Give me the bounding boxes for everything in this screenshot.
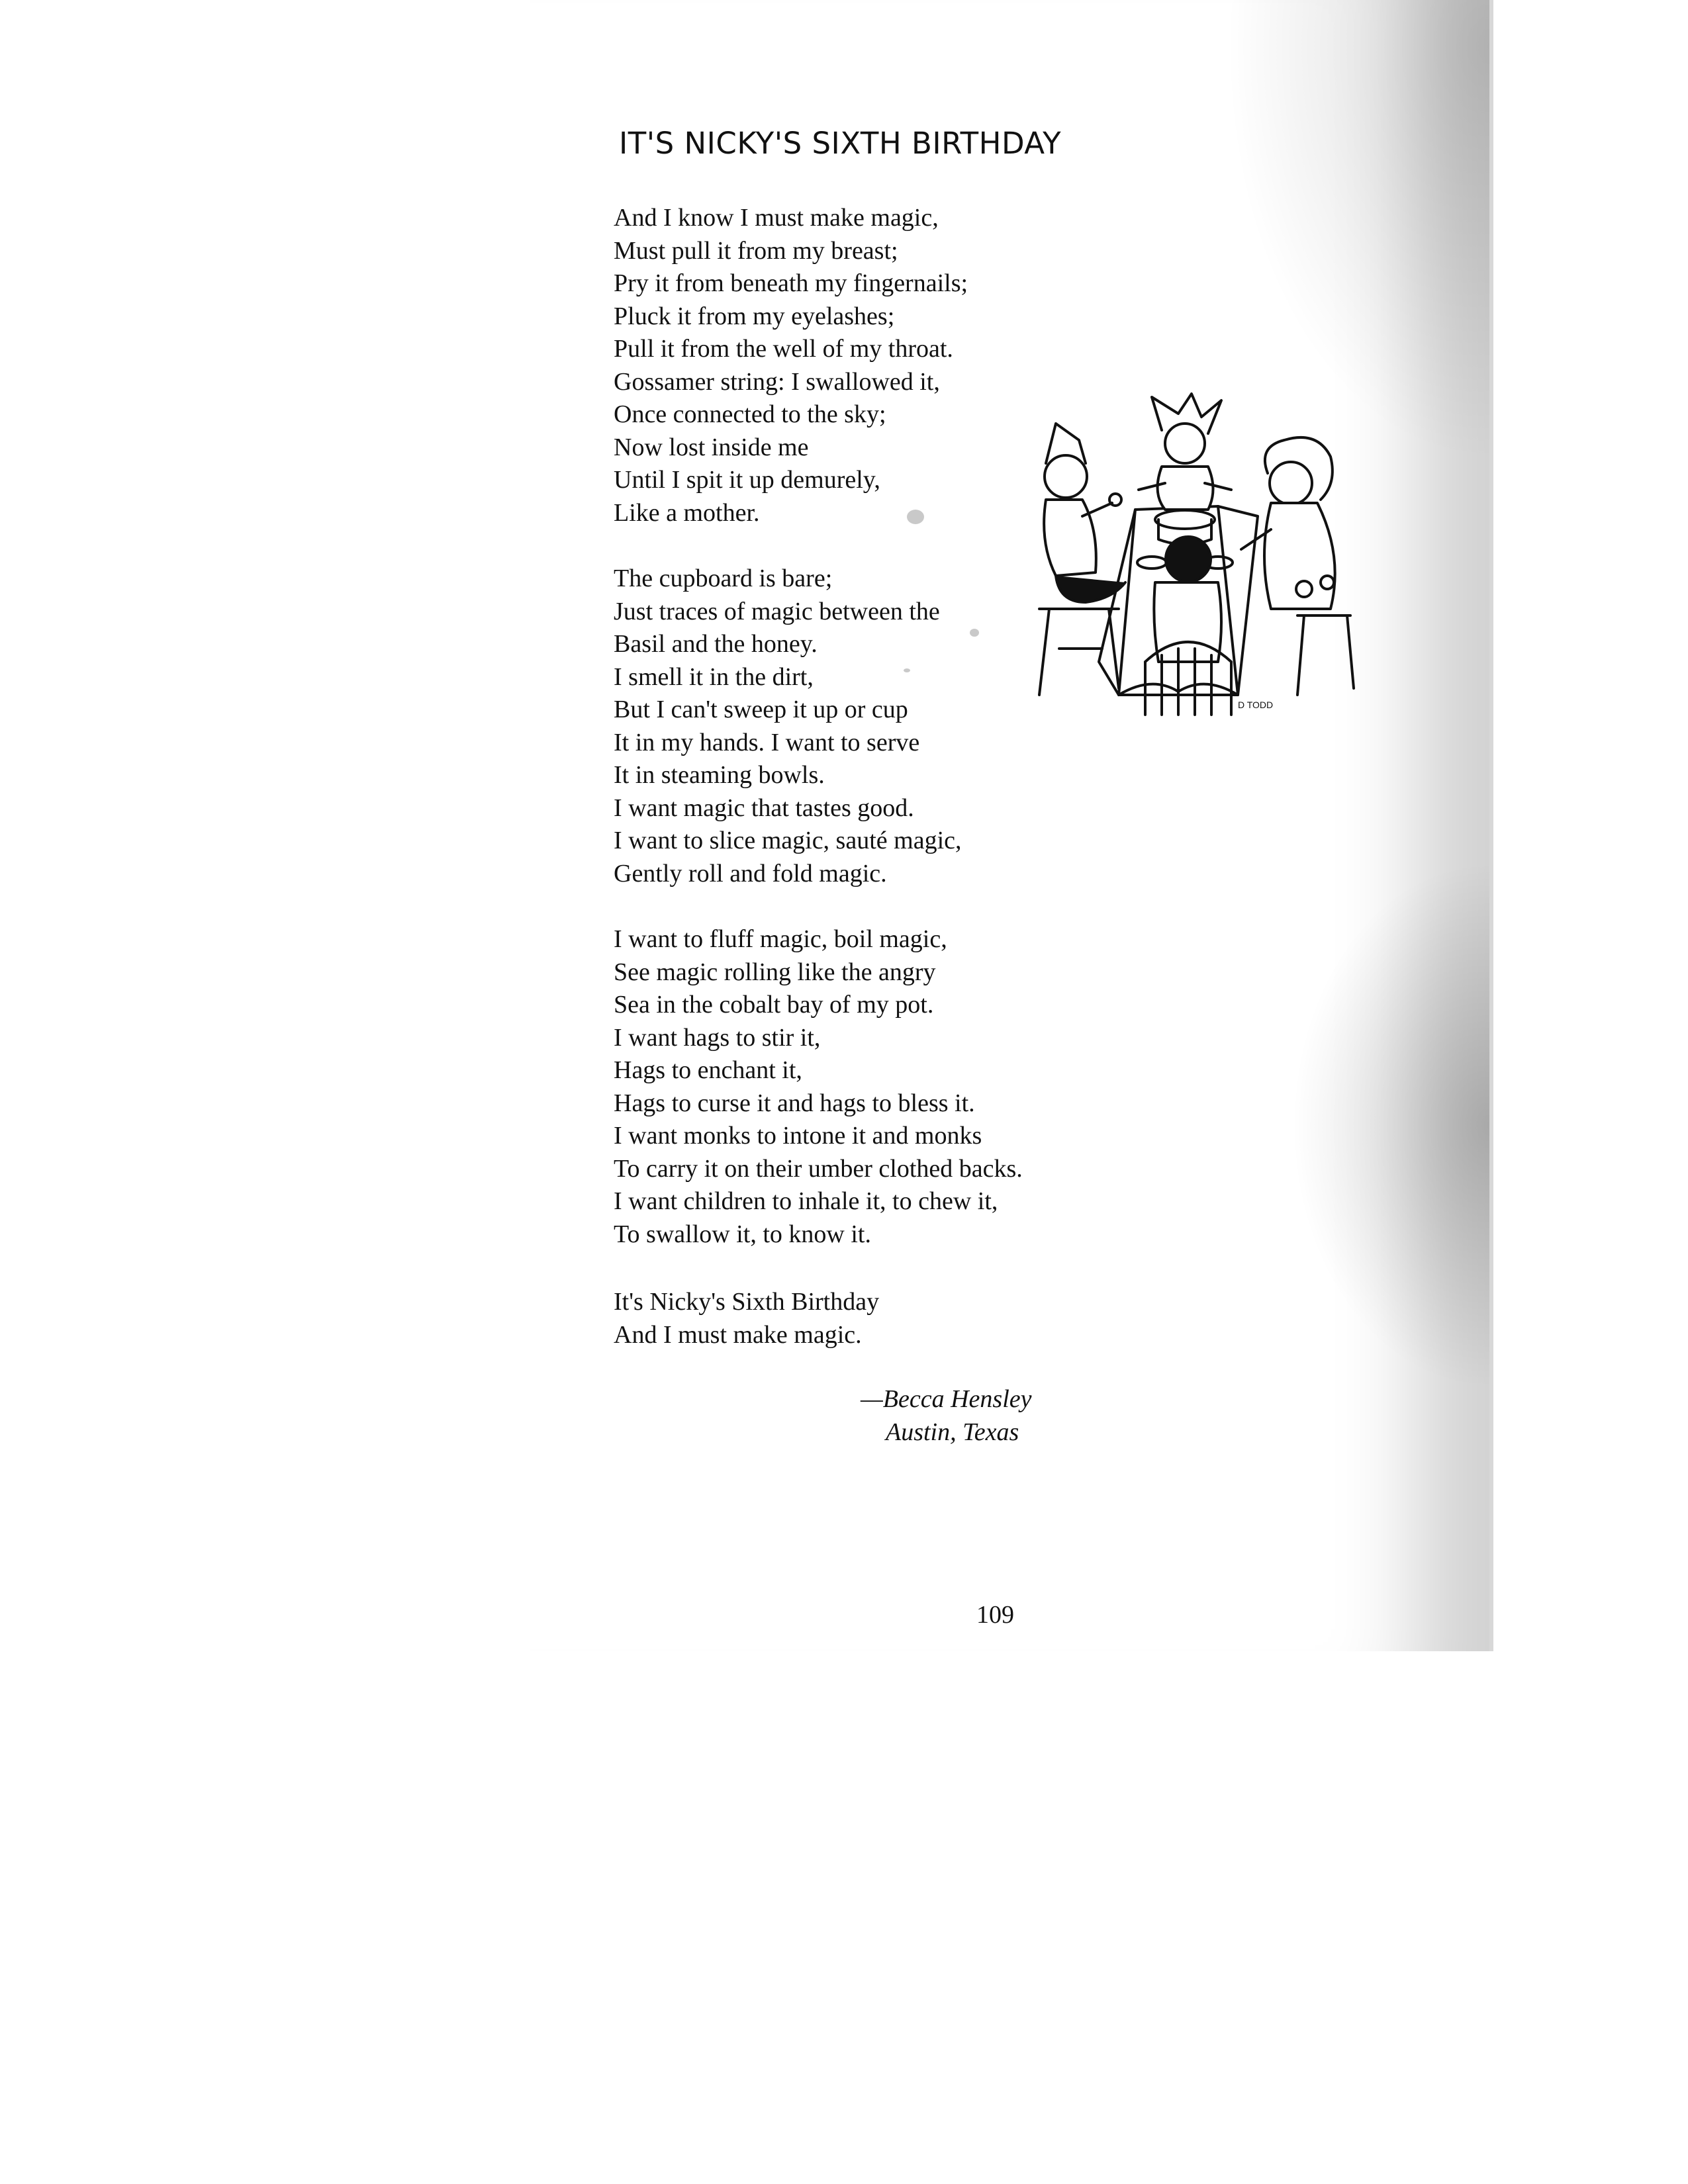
poem-line: Hags to curse it and hags to bless it. bbox=[614, 1089, 975, 1117]
poem-line: Basil and the honey. bbox=[614, 630, 818, 658]
poem-line: Like a mother. bbox=[614, 498, 760, 527]
stanza-2 bbox=[614, 563, 962, 890]
poem-line: I want magic that tastes good. bbox=[614, 794, 914, 822]
page-number: 109 bbox=[976, 1601, 1014, 1629]
poem-line: I smell it in the dirt, bbox=[614, 662, 814, 691]
poem-line: Hags to enchant it, bbox=[614, 1056, 802, 1084]
poem-line: To swallow it, to know it. bbox=[614, 1220, 871, 1248]
illustration-signature: D TODD bbox=[1238, 700, 1274, 710]
author-location: Austin, Texas bbox=[886, 1418, 1019, 1446]
poem-line: The cupboard is bare; bbox=[614, 565, 833, 592]
poem-line: Until I spit it up demurely, bbox=[614, 466, 880, 494]
poem-line: It's Nicky's Sixth Birthday bbox=[614, 1288, 880, 1316]
poem-line: See magic rolling like the angry bbox=[614, 958, 936, 986]
stanza-4 bbox=[614, 1286, 879, 1351]
page-shadow-middle bbox=[1291, 860, 1489, 1390]
poem-line: And I know I must make magic, bbox=[614, 204, 939, 232]
poem-line: It in my hands. I want to serve bbox=[614, 728, 920, 756]
poem-line: Once connected to the sky; bbox=[614, 400, 886, 428]
paper-speck bbox=[904, 668, 910, 672]
poem-line: I want to fluff magic, boil magic, bbox=[614, 925, 947, 953]
poem-line: Now lost inside me bbox=[614, 433, 809, 461]
poem-line: Pry it from beneath my fingernails; bbox=[614, 269, 968, 297]
poem-line: Sea in the cobalt bay of my pot. bbox=[614, 991, 934, 1019]
poem-line: Must pull it from my breast; bbox=[614, 236, 898, 265]
poem-line: But I can't sweep it up or cup bbox=[614, 696, 908, 723]
poem-line: Just traces of magic between the bbox=[614, 597, 940, 625]
author-name: —Becca Hensley bbox=[861, 1385, 1032, 1413]
paper-speck bbox=[970, 629, 979, 637]
stanza-3 bbox=[614, 923, 1023, 1251]
poem-title: IT'S NICKY'S SIXTH BIRTHDAY bbox=[619, 126, 1062, 161]
poem-line: And I must make magic. bbox=[614, 1320, 862, 1349]
poem-line: Pluck it from my eyelashes; bbox=[614, 302, 895, 330]
poem-line: I want children to inhale it, to chew it, bbox=[614, 1187, 998, 1215]
poem-line: Pull it from the well of my throat. bbox=[614, 335, 953, 363]
poem-line: It in steaming bowls. bbox=[614, 761, 825, 789]
poem-line: I want to slice magic, sauté magic, bbox=[614, 827, 962, 854]
children-birthday-party-icon bbox=[1019, 384, 1364, 721]
stanza-1 bbox=[614, 202, 968, 529]
byline bbox=[861, 1383, 1032, 1449]
poem-line: Gently roll and fold magic. bbox=[614, 859, 887, 887]
poem-line: To carry it on their umber clothed backs. bbox=[614, 1154, 1023, 1183]
poem-line: I want monks to intone it and monks bbox=[614, 1122, 982, 1150]
poem-line: Gossamer string: I swallowed it, bbox=[614, 367, 940, 396]
paper-speck bbox=[907, 510, 924, 524]
poem-line: I want hags to stir it, bbox=[614, 1023, 821, 1052]
